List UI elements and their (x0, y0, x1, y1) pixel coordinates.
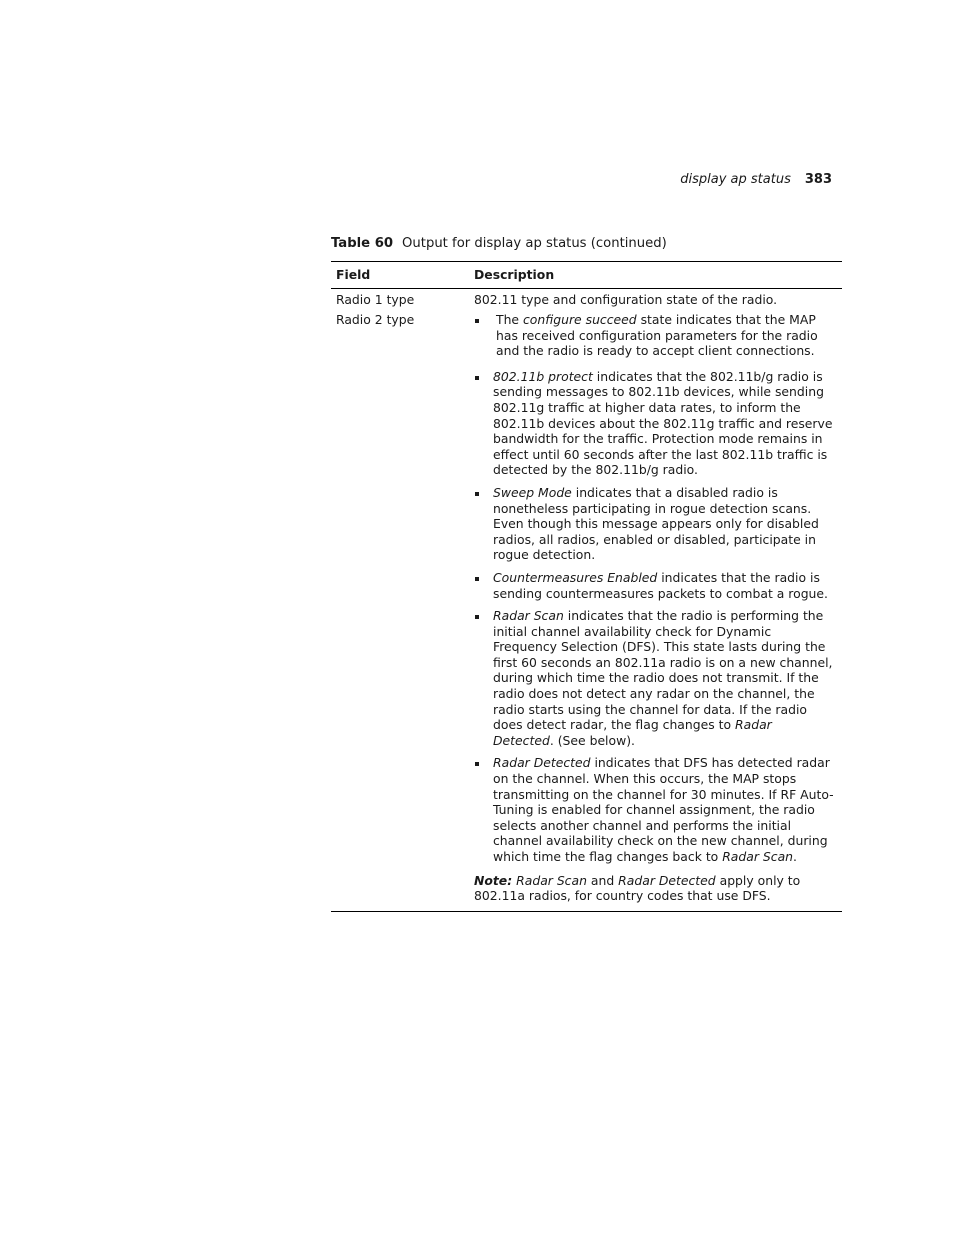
description-cell (474, 312, 842, 904)
running-head (680, 171, 832, 189)
table-note: Note: Radar Scan and Radar Detected apply only to 802.11a radios, for country codes that use DFS. (474, 872, 801, 904)
table-caption-text: Output for display ap status (continued) (402, 236, 667, 251)
page-number: 383 (804, 172, 832, 187)
list-item: Radar Scan indicates that the radio is performing the initial channel availability check for Dynamic Frequency Selection (DFS). This state lasts during the first 60 seconds an 802.11a radio is on a new channel, during which time the radio does not transmit. If the radio does not detect any radar on the channel, the radio starts using the channel for data. If the radio does detect radar, the flag changes to Radar Detected. (See below). (474, 608, 836, 748)
state-term: Radar Detected (493, 755, 591, 771)
field-cell: Radio 2 type (336, 312, 415, 327)
list-item: The configure succeed state indicates that the MAP has received configuration parameters for the radio and the radio is ready to accept client connections. (474, 312, 836, 359)
header-description: Description (474, 267, 555, 283)
list-item: 802.11b protect indicates that the 802.11b/g radio is sending messages to 802.11b devices, while sending 802.11g traffic at higher data rates, to inform the 802.11b devices about the 802.11g traffic and reserve bandwidth for the traffic. Protection mode remains in effect until 60 seconds after the last 802.11b traffic is detected by the 802.11b/g radio. (474, 369, 836, 478)
running-head-title: display ap status (680, 172, 791, 187)
state-list (474, 312, 836, 865)
header-field: Field (336, 267, 371, 283)
state-term: Sweep Mode (493, 484, 572, 500)
table-header-row (331, 262, 842, 289)
state-term: configure succeed (522, 312, 637, 327)
table-caption-label: Table 60 (331, 236, 394, 251)
table-row (331, 312, 842, 911)
state-term: Countermeasures Enabled (493, 569, 658, 585)
field-cell: Radio 1 type (336, 292, 415, 307)
output-table (331, 261, 842, 912)
state-term: Radar Scan (493, 608, 564, 624)
table-caption (331, 235, 851, 253)
note-label: Note: (474, 872, 513, 888)
list-item: Countermeasures Enabled indicates that the radio is sending countermeasures packets to combat a rogue. (474, 570, 836, 601)
state-term: 802.11b protect (493, 368, 593, 384)
description-cell: 802.11 type and configuration state of the radio. (474, 292, 778, 307)
table-row (331, 289, 842, 312)
list-item: Radar Detected indicates that DFS has detected radar on the channel. When this occurs, the MAP stops transmitting on the channel for 30 minutes. If RF Auto-Tuning is enabled for channel assignment, the radio selects another channel and performs the initial channel availability check on the new channel, during which time the flag changes back to Radar Scan. (474, 755, 836, 864)
list-item: Sweep Mode indicates that a disabled radio is nonetheless participating in rogue detection scans. Even though this message appears only for disabled radios, all radios, enabled or disabled, participate in rogue detection. (474, 485, 836, 563)
